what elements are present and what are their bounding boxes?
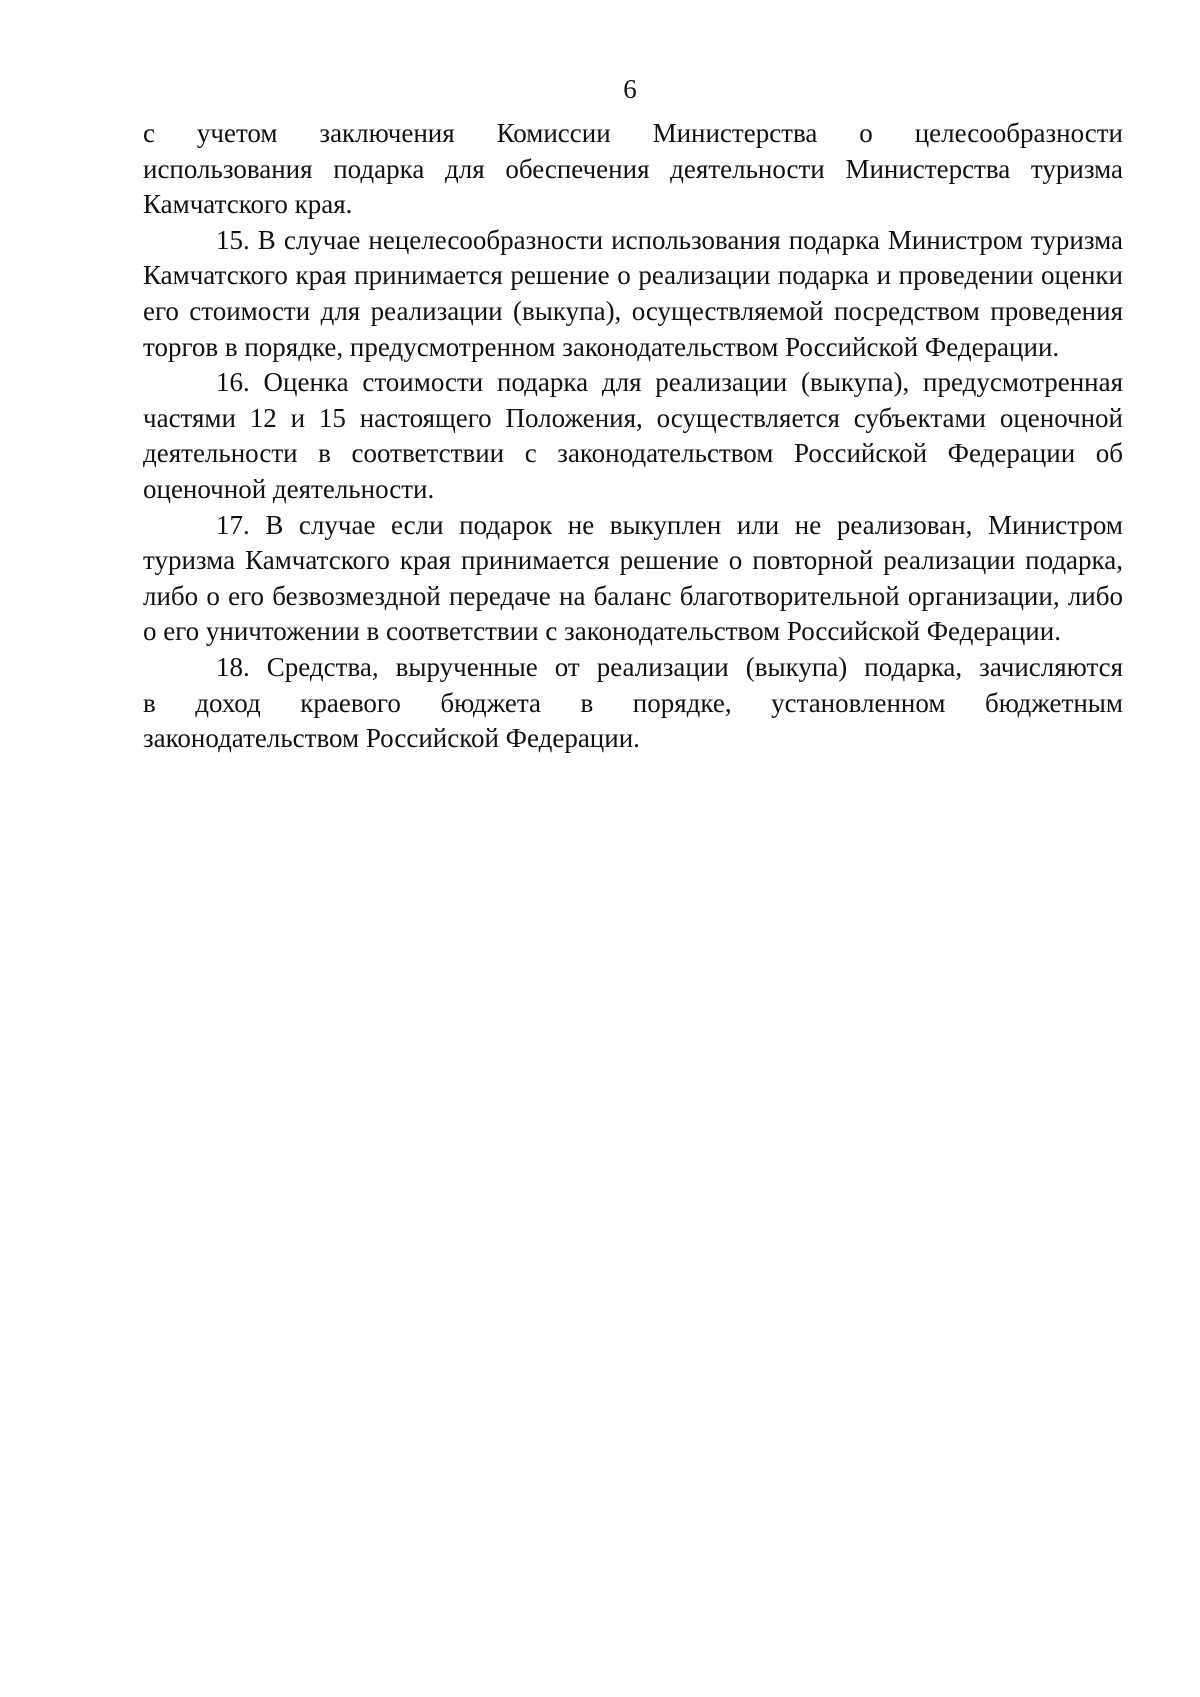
page-number: 6 <box>623 74 637 104</box>
paragraph-line: использования подарка для обеспечения деятельности Министерства туризма Камчатского края. <box>143 153 1123 220</box>
paragraph-line: с учетом заключения Комиссии Министерства о целесообразности <box>143 118 1123 148</box>
paragraph-line: в доход краевого бюджета в порядке, установленном бюджетным <box>143 687 1123 718</box>
paragraph-continuation <box>143 116 1123 223</box>
paragraph-line: 18. Средства, вырученные от реализации (выкупа) подарка, зачисляются <box>216 651 1123 682</box>
paragraph-item-18 <box>143 650 1123 757</box>
paragraph-line: законодательством Российской Федерации. <box>143 723 640 754</box>
paragraph-item-16: 16. Оценка стоимости подарка для реализации (выкупа), предусмотренная частями 12 и 15 настоящего Положения, осуществляется субъектами оценочной деятельности в соответствии с законодательством Российской Федерации об оценочной деятельности. <box>143 367 1123 504</box>
paragraph-item-15: 15. В случае нецелесообразности использования подарка Министром туризма Камчатского края принимается решение о реализации подарка и проведении оценки его стоимости для реализации (выкупа), осуществляемой посредством проведения торгов в порядке, предусмотренном законодательством Российской Федерации. <box>143 224 1123 362</box>
document-body <box>143 116 1123 757</box>
paragraph-item-17: 17. В случае если подарок не выкуплен или не реализован, Министром туризма Камчатского края принимается решение о повторной реализации подарка, либо о его безвозмездной передаче на баланс благотворительной организации, либо о его уничтожении в соответствии с законодательством Российской Федерации. <box>143 509 1123 647</box>
